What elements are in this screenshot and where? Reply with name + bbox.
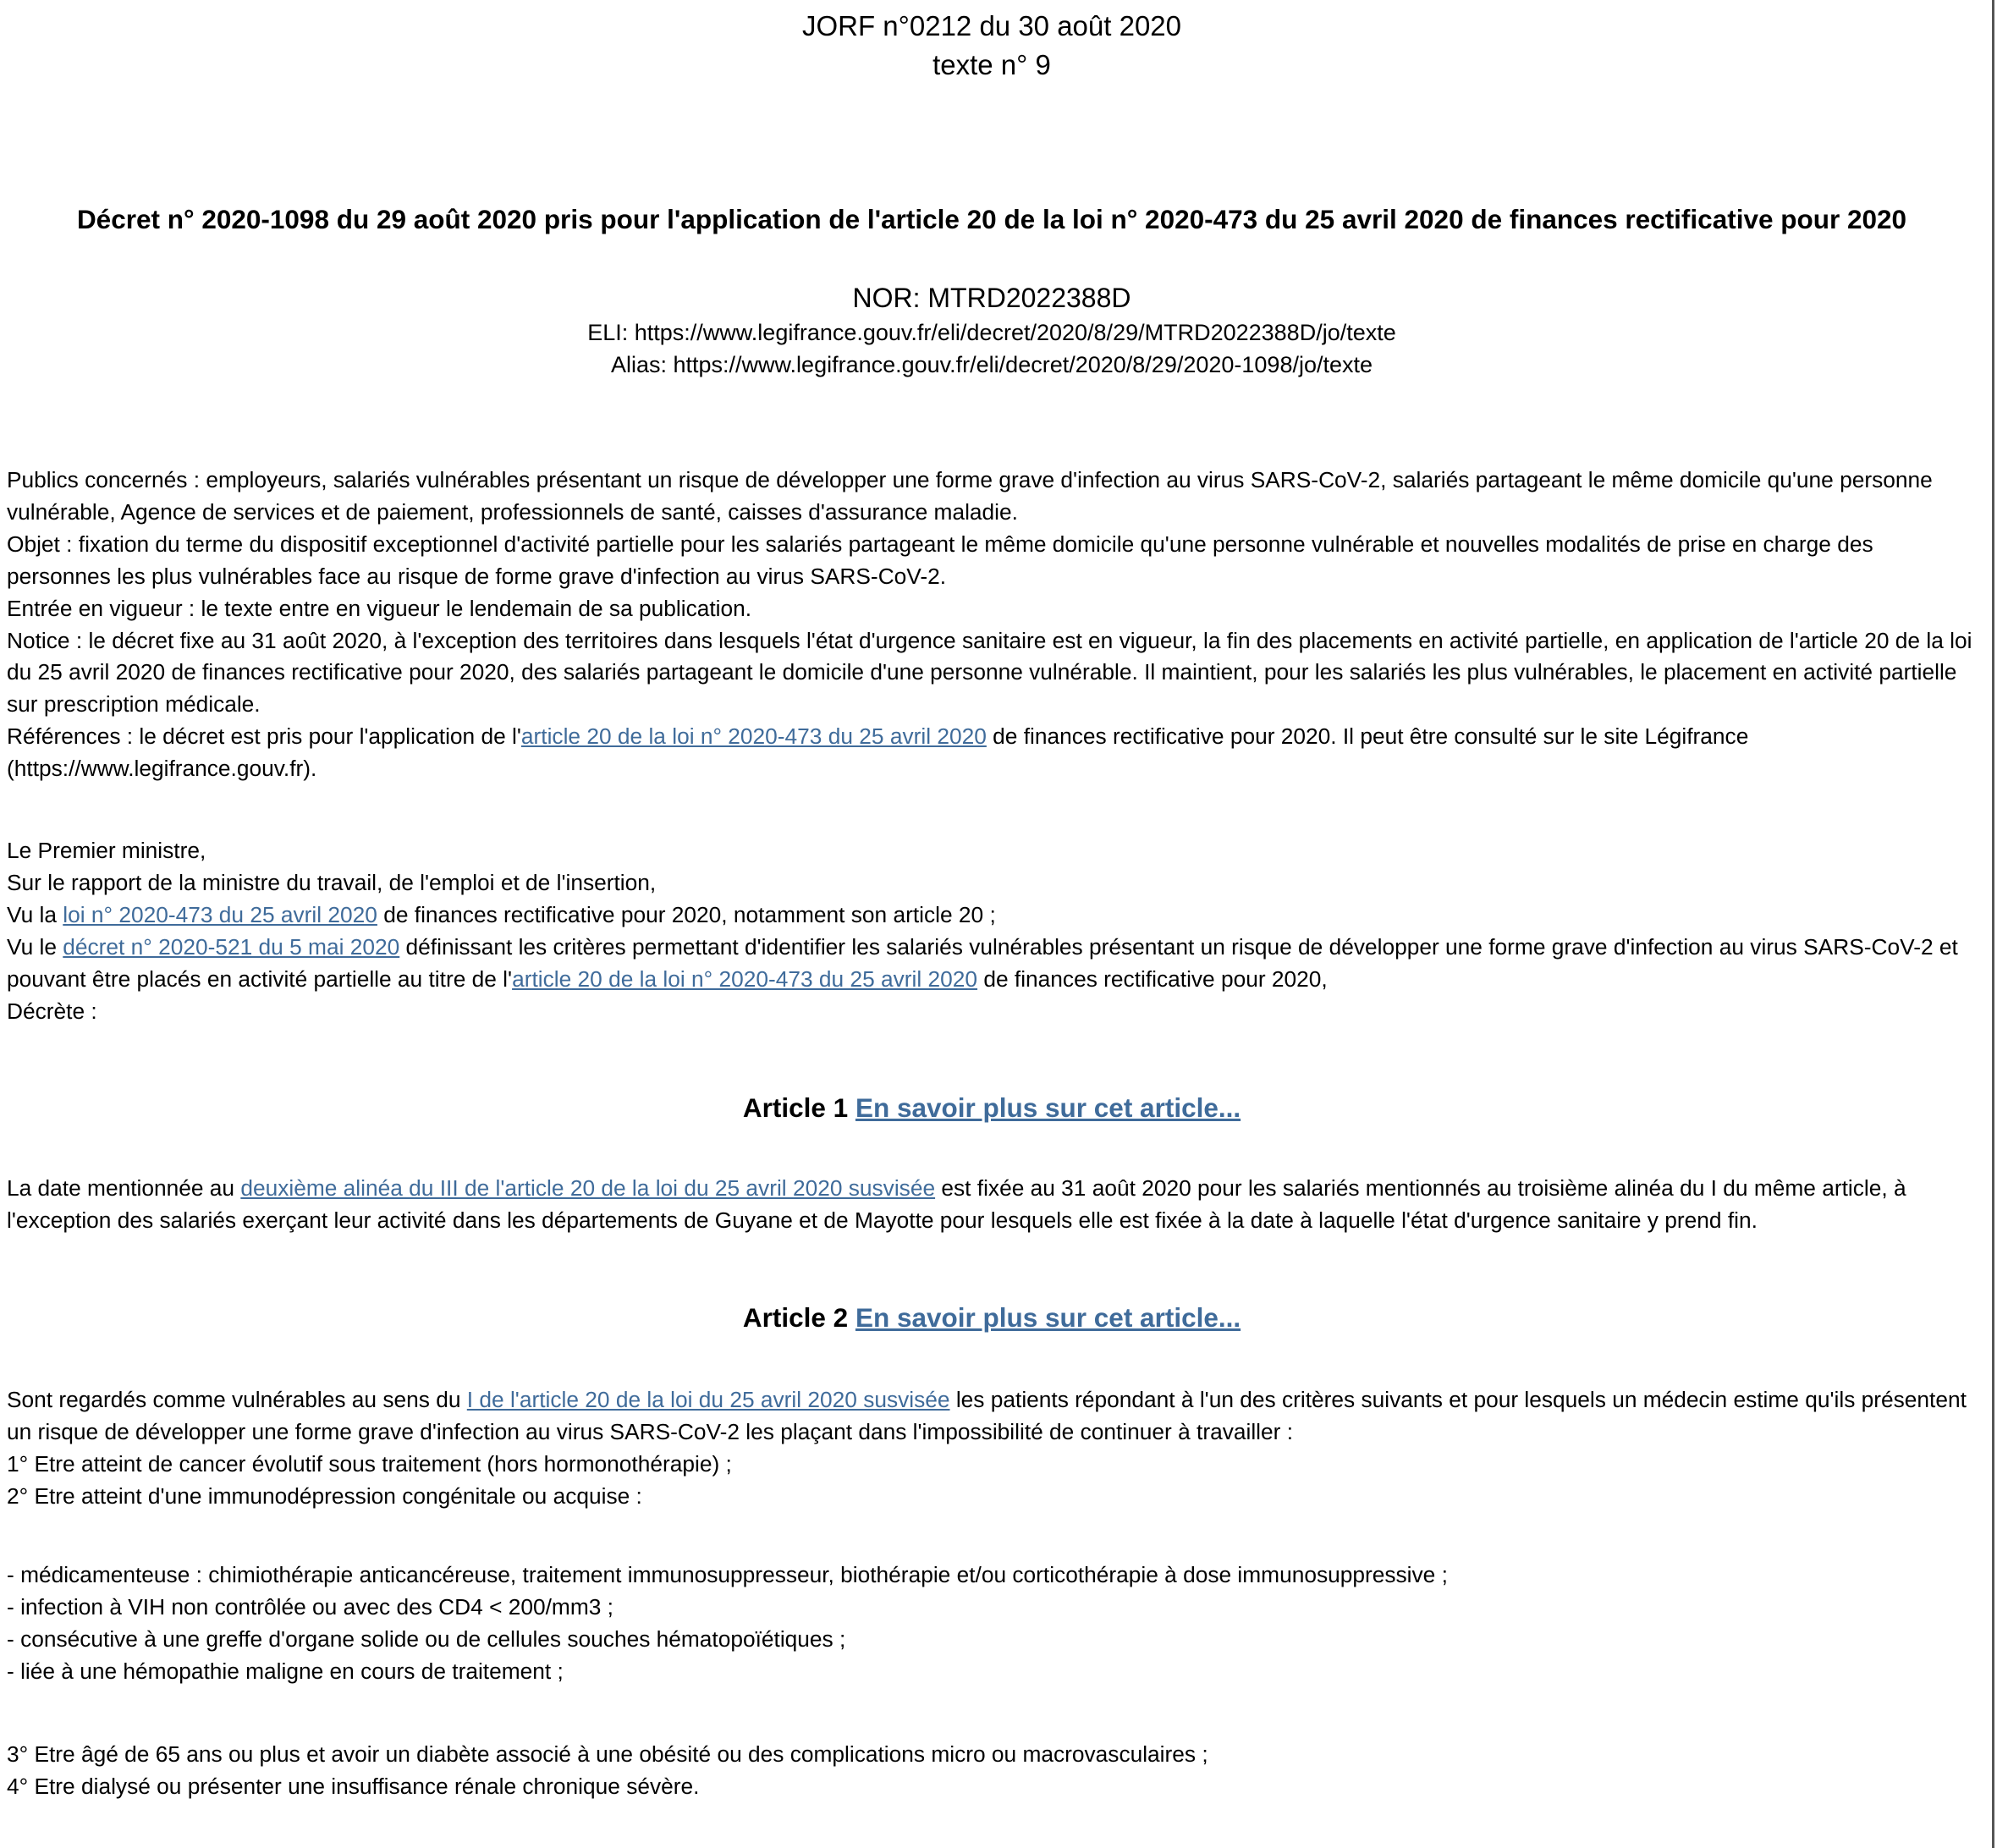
texte-number: texte n° 9 (932, 49, 1051, 80)
article-1-reference-link[interactable]: deuxième alinéa du III de l'article 20 de la loi du 25 avril 2020 susvisée (240, 1175, 936, 1201)
article-20-link[interactable]: article 20 de la loi n° 2020-473 du 25 avril 2020 (512, 965, 978, 992)
criterion-3: 3° Etre âgé de 65 ans ou plus et avoir un diabète associé à une obésité ou des complications micro ou macrovasculaires ; (7, 1741, 1208, 1767)
list-item: - médicamenteuse : chimiothérapie anticancéreuse, traitement immunosuppresseur, biothérapie et/ou corticothérapie à dose immunosuppressive ; (7, 1562, 1448, 1587)
journal-header (0, 7, 1983, 85)
list-item: - liée à une hémopathie maligne en cours de traitement ; (7, 1658, 564, 1684)
list-item: - consécutive à une greffe d'organe solide ou de cellules souches hématopoïétiques ; (7, 1625, 846, 1652)
eli-block (0, 316, 1983, 381)
article-2-reference-link[interactable]: I de l'article 20 de la loi du 25 avril 2020 susvisée (466, 1387, 950, 1412)
references-text-start: Références : le décret est pris pour l'application de l' (7, 723, 521, 750)
article-1-text-start: La date mentionnée au (7, 1175, 241, 1201)
references-link[interactable]: article 20 de la loi n° 2020-473 du 25 avril 2020 (520, 723, 987, 750)
vu-decret (7, 932, 1978, 996)
article-2-intro-start: Sont regardés comme vulnérables au sens du (7, 1387, 467, 1412)
vu-decret-text-start: Vu le (7, 933, 63, 960)
notice: Notice : le décret fixe au 31 août 2020, à l'exception des territoires dans lesquels l'état d'urgence sanitaire est en vigueur, la fin des placements en activité partielle, en application de l'article 20 de la loi du 25 avril 2020 de finances rectificative pour 2020, des salariés partageant le domicile d'une personne vulnérable. Il maintient, pour les salariés les plus vulnérables, le placement en activité partielle sur prescription médicale. (7, 627, 1972, 718)
jorf-number: JORF n°0212 du 30 août 2020 (801, 10, 1181, 41)
criterion-4: 4° Etre dialysé ou présenter une insuffisance rénale chronique sévère. (7, 1773, 700, 1799)
article-2-more-link[interactable]: En savoir plus sur cet article... (855, 1302, 1241, 1333)
article-2-label: Article 2 (742, 1302, 849, 1333)
vu-loi-text-start: Vu la (7, 901, 63, 927)
references (7, 721, 1978, 785)
summary-section (7, 465, 1978, 785)
criterion-1: 1° Etre atteint de cancer évolutif sous traitement (hors hormonothérapie) ; (7, 1450, 732, 1477)
article-1-heading (0, 1089, 1983, 1126)
list-item: - infection à VIH non contrôlée ou avec des CD4 < 200/mm3 ; (7, 1593, 613, 1620)
rapport: Sur le rapport de la ministre du travail, de l'emploi et de l'insertion, (7, 869, 657, 895)
immunodepression-list (7, 1559, 1978, 1688)
vu-loi (7, 899, 1978, 932)
vu-decret-text-end: de finances rectificative pour 2020, (977, 965, 1328, 992)
article-2-intro-end: les patients répondant à l'un des critères suivants et pour lesquels un médecin estime qu'ils présentent un risque de développer une forme grave d'infection au virus SARS-CoV-2 les plaçant dans l'impossibilité de continuer à travailler : (7, 1387, 1967, 1444)
publics-concernes: Publics concernés : employeurs, salariés vulnérables présentant un risque de développer une forme grave d'infection au virus SARS-CoV-2, salariés partageant le même domicile qu'une personne vulnérable, Agence de services et de paiement, professionnels de santé, caisses d'assurance maladie. (7, 467, 1933, 525)
article-2-intro (7, 1384, 1978, 1449)
article-2-body (7, 1384, 1978, 1513)
article-1-label: Article 1 (742, 1092, 849, 1123)
vu-decret-text-middle: définissant les critères permettant d'identifier les salariés vulnérables présentant un risque de développer une forme grave d'infection au virus SARS-CoV-2 et pouvant être placés en activité partielle au titre de l' (7, 933, 1958, 992)
premier-ministre: Le Premier ministre, (7, 838, 206, 863)
article-1-more-link[interactable]: En savoir plus sur cet article... (855, 1092, 1241, 1123)
loi-link[interactable]: loi n° 2020-473 du 25 avril 2020 (63, 901, 377, 927)
visas-section (7, 835, 1978, 1027)
objet: Objet : fixation du terme du dispositif exceptionnel d'activité partielle pour les salariés partageant le même domicile qu'une personne vulnérable et nouvelles modalités de prise en charge des personnes les plus vulnérables face au risque de forme grave d'infection au virus SARS-CoV-2. (7, 531, 1873, 589)
article-1-text-end: est fixée au 31 août 2020 pour les salariés mentionnés au troisième alinéa du I du même article, à l'exception des salariés exerçant leur activité dans les départements de Guyane et de Mayotte pour lesquels elle est fixée à la date à laquelle l'état d'urgence sanitaire y prend fin. (7, 1175, 1906, 1233)
article-1-body (7, 1173, 1978, 1237)
nor-identifier: NOR: MTRD2022388D (852, 283, 1131, 313)
entree-en-vigueur: Entrée en vigueur : le texte entre en vigueur le lendemain de sa publication. (7, 595, 752, 621)
decrete: Décrète : (7, 998, 97, 1024)
vu-loi-text-end: de finances rectificative pour 2020, notamment son article 20 ; (377, 901, 996, 927)
decret-link[interactable]: décret n° 2020-521 du 5 mai 2020 (63, 933, 400, 960)
article-2-heading (0, 1299, 1983, 1336)
references-text-end: de finances rectificative pour 2020. Il peut être consulté sur le site Légifrance (https://www.legifrance.gouv.fr). (7, 723, 1749, 782)
decree-title: Décret n° 2020-1098 du 29 août 2020 pris pour l'application de l'article 20 de la loi n° 2020-473 du 25 avril 2020 de finances rectificative pour 2020 (76, 204, 1907, 234)
article-1-text (7, 1173, 1978, 1237)
alias-url: Alias: https://www.legifrance.gouv.fr/eli/decret/2020/8/29/2020-1098/jo/texte (610, 352, 1373, 377)
criteria-continued (7, 1739, 1978, 1803)
eli-url: ELI: https://www.legifrance.gouv.fr/eli/decret/2020/8/29/MTRD2022388D/jo/texte (587, 320, 1396, 345)
criterion-2: 2° Etre atteint d'une immunodépression congénitale ou acquise : (7, 1482, 642, 1509)
